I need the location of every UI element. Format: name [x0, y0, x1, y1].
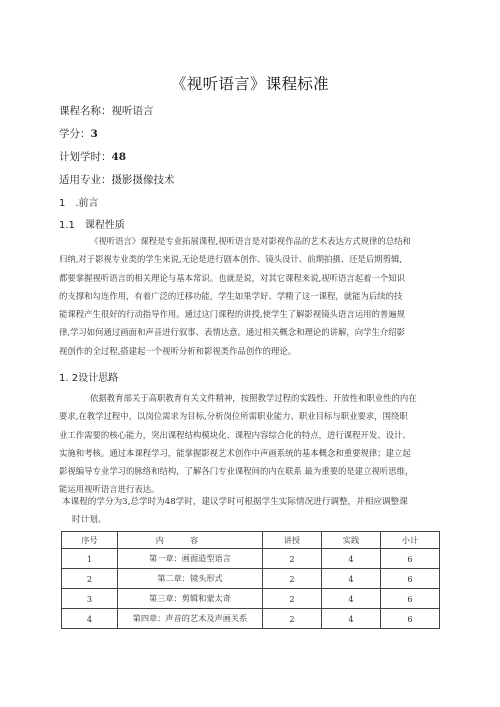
- table-cell: 第四章：声音的艺术及声画关系: [118, 609, 263, 629]
- document-title: 《视听语言》课程标准: [170, 75, 329, 93]
- table-cell: 第二章：镜头形式: [118, 569, 263, 589]
- section-heading-preface: 1 .前言: [59, 198, 99, 209]
- text-line: 的支撑和勾连作用，有着广泛的迁移功能，学生如果学好、学精了这一课程，就能为后续的技: [59, 290, 403, 301]
- table-row: [62, 549, 440, 569]
- text-line: 时计划。: [72, 515, 107, 525]
- table-row: [62, 609, 440, 629]
- text-line: 业工作需要的核心能力，突出课程结构模块化、课程内容综合化的特点，进行课程开发、设计、: [59, 429, 411, 440]
- table-cell: 6: [380, 589, 439, 609]
- text-line: 本课程的学分为3,总学时为48学时，建议学时可根据学生实际情况进行调整，并相应调整课: [62, 497, 408, 507]
- table-cell: 2: [262, 589, 321, 609]
- major-label: 适用专业：: [59, 174, 112, 186]
- table-header-cell: 实践: [321, 532, 380, 549]
- text-line: 律,学习如何通过画面和声音进行叙事、表情达意。通过相关概念和理论的讲解，向学生介绍影: [59, 327, 406, 338]
- text-line: 视创作的全过程,搭建起一个视听分析和影视类作品创作的理论。: [59, 345, 297, 356]
- major-value: 摄影摄像技术: [111, 174, 175, 186]
- table-cell: 2: [62, 569, 118, 589]
- table-cell: 6: [380, 569, 439, 589]
- table-cell: 3: [62, 589, 118, 609]
- text-line: 实施和考核。通过本课程学习，能掌握影视艺术创作中声画系统的基本概念和重要规律；建立起: [59, 447, 411, 458]
- course-name-value: 视听语言: [111, 105, 154, 117]
- text-line: 都要掌握视听语言的相关理论与基本常识。也就是说，对其它课程来说,视听语言起着一个知识: [59, 272, 406, 283]
- table-cell: 2: [262, 569, 321, 589]
- section-heading-course-nature: 1.1 课程性质: [59, 220, 125, 231]
- text-line: 归纳,对于影视专业类的学生来说,无论是进行剧本创作、镜头设计、前期拍摄、还是后期剪辑,: [59, 254, 402, 265]
- hours-value: 48: [111, 151, 127, 163]
- text-line: 影视编导专业学习的脉络和结构，了解各门专业课程间的内在联系 最为重要的是建立视听思维，: [59, 466, 414, 477]
- paragraph-design-ideas: [59, 389, 446, 499]
- table-header-cell: 讲授: [262, 532, 321, 549]
- table-header-cell: 内容: [118, 532, 263, 549]
- section-heading-design-ideas: 1. 2设计思路: [59, 373, 119, 384]
- hours-table: [61, 531, 440, 629]
- course-name-line: [59, 103, 154, 118]
- table-header-cell: 小计: [380, 532, 439, 549]
- table-header-row: [62, 532, 440, 549]
- table-cell: 6: [380, 549, 439, 569]
- table-header-cell: 序号: [62, 532, 118, 549]
- table-cell: 第一章：画面造型语言: [118, 549, 263, 569]
- text-line: 依据教育部关于高职教育有关文件精神，按照教学过程的实践性、开放性和职业性的内在: [90, 393, 417, 403]
- table-cell: 6: [380, 609, 439, 629]
- paragraph-credits-note: [62, 493, 452, 529]
- table-cell: 1: [62, 549, 118, 569]
- text-line: 要求,在教学过程中，以岗位需求为目标,分析岗位所需职业能力、职业目标与职业要求，围绕职: [59, 411, 408, 422]
- credits-value: 3: [90, 128, 98, 140]
- table-cell: 4: [321, 569, 380, 589]
- text-line: 能课程产生很好的行动指导作用。通过这门课程的讲授,使学生了解影视镜头语言运用的普遍规: [59, 309, 406, 320]
- course-name-label: 课程名称：: [59, 105, 112, 117]
- credits-label: 学分：: [59, 128, 91, 140]
- table-row: [62, 569, 440, 589]
- text-line: 能运用视听语言进行表达。: [59, 484, 160, 495]
- table-row: [62, 589, 440, 609]
- table-cell: 4: [321, 609, 380, 629]
- table-cell: 2: [262, 549, 321, 569]
- table-cell: 4: [321, 589, 380, 609]
- table-cell: 4: [321, 549, 380, 569]
- table-cell: 第三章：剪辑和蒙太奇: [118, 589, 263, 609]
- hours-label: 计划学时：: [59, 151, 112, 163]
- hours-line: [59, 149, 126, 164]
- table-cell: 2: [262, 609, 321, 629]
- major-line: [59, 172, 175, 187]
- paragraph-course-nature: [59, 232, 446, 360]
- table-cell: 4: [62, 609, 118, 629]
- credits-line: [59, 126, 98, 141]
- text-line: 《视听语言》课程是专业拓展课程,视听语言是对影视作品的艺术表达方式规律的总结和: [90, 236, 411, 246]
